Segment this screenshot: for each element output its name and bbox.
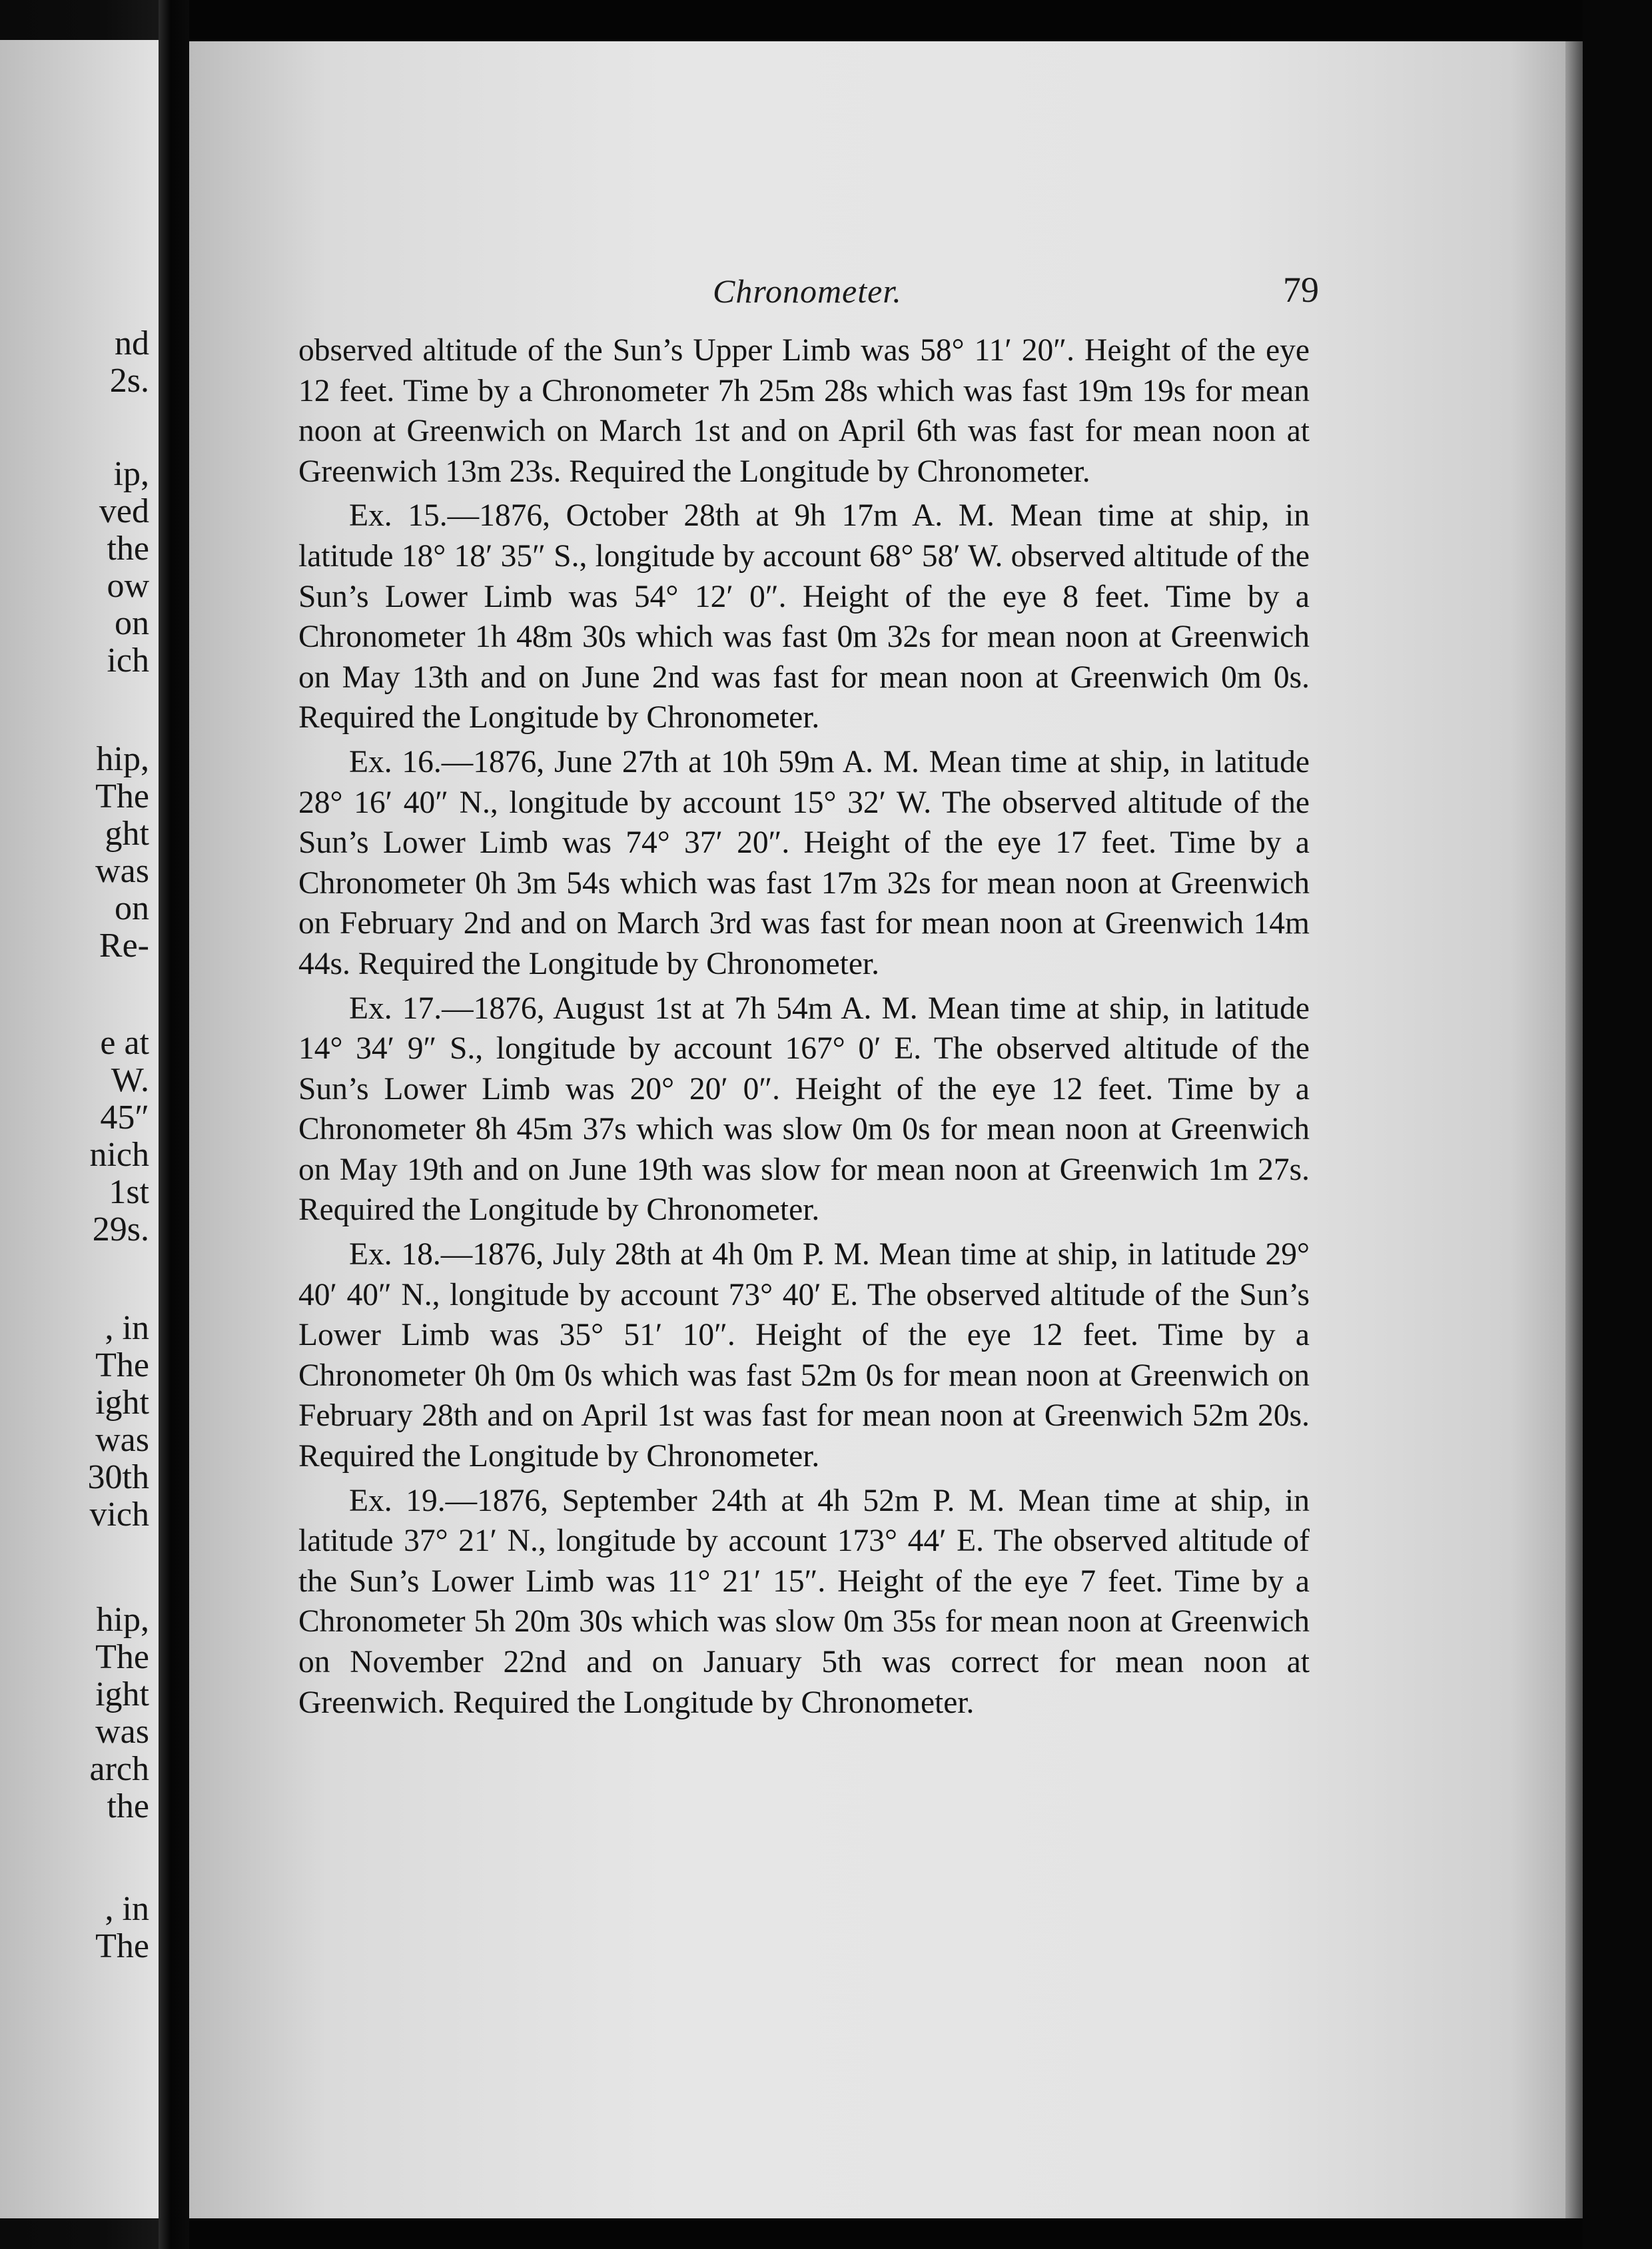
previous-page-fragment: 2s. [109,362,149,400]
exercise-17: Ex. 17.—1876, August 1st at 7h 54m A. M. Mean time at ship, in latitude 14° 34′ 9″ S., longitude by account 167° 0′ E. The observed altitude of the Sun’s Lower Limb was 20° 20′ 0″. Height of the eye 12 feet. Time by a Chronometer 8h 45m 37s which was slow 0m 0s for mean noon at Greenwich on May 19th and on June 19th was slow for mean noon at Greenwich 1m 27s. Required the Longitude by Chronometer. [298,991,1310,1228]
previous-page-fragment: was [95,1713,149,1751]
previous-page-fragment: The [95,1927,149,1965]
previous-page-fragment: ght [105,815,149,853]
exercise-15: Ex. 15.—1876, October 28th at 9h 17m A. M. Mean time at ship, in latitude 18° 18′ 35″ S., longitude by account 68° 58′ W. observed altitude of the Sun’s Lower Limb was 54° 12′ 0″. Height of the eye 8 feet. Time by a Chronometer 1h 48m 30s which was fast 0m 32s for mean noon at Greenwich on May 13th and on June 2nd was fast for mean noon at Greenwich 0m 0s. Required the Longitude by Chronometer. [298,498,1310,735]
previous-page-fragment: 45″ [100,1099,149,1136]
previous-page-fragment: The [95,777,149,815]
previous-page-fragment: arch [89,1750,149,1788]
previous-page-fragment: on [115,604,149,642]
page-number: 79 [1283,270,1319,310]
previous-page-fragment: nd [115,324,149,362]
previous-page-fragment: the [107,530,149,568]
previous-page-fragment: was [95,852,149,890]
previous-page-fragment: The [95,1346,149,1384]
previous-page-fragment: hip, [96,740,149,778]
paragraph-continuation: observed altitude of the Sun’s Upper Limb was 58° 11′ 20″. Height of the eye 12 feet. Time by a Chronometer 7h 25m 28s which was fast 19m 19s for mean noon at Greenwich on March 1st and on April 6th was fast for mean noon at Greenwich 13m 23s. Required the Longitude by Chronometer. [298,333,1310,489]
previous-page-fragment: 1st [109,1173,149,1211]
exercise-18: Ex. 18.—1876, July 28th at 4h 0m P. M. Mean time at ship, in latitude 29° 40′ 40″ N., longitude by account 73° 40′ E. The observed altitude of the Sun’s Lower Limb was 35° 51′ 10″. Height of the eye 12 feet. Time by a Chronometer 0h 0m 0s which was fast 52m 0s for mean noon at Greenwich on February 28th and on April 1st was fast for mean noon at Greenwich 52m 20s. Required the Longitude by Chronometer. [298,1237,1310,1474]
previous-page-fragment: ight [95,1384,149,1422]
exercise-16: Ex. 16.—1876, June 27th at 10h 59m A. M. Mean time at ship, in latitude 28° 16′ 40″ N., longitude by account 15° 32′ W. The observed altitude of the Sun’s Lower Limb was 74° 37′ 20″. Height of the eye 17 feet. Time by a Chronometer 0h 3m 54s which was fast 17m 32s for mean noon at Greenwich on February 2nd and on March 3rd was fast for mean noon at Greenwich 14m 44s. Required the Longitude by Chronometer. [298,744,1310,981]
previous-page-fragment: The [95,1638,149,1676]
page-edge-shadow [1565,41,1583,2218]
previous-page-fragment: Re- [99,927,149,965]
previous-page-fragment: vich [89,1496,149,1534]
previous-page-fragment: e at [100,1024,149,1062]
previous-page-fragment: 29s. [92,1210,149,1248]
previous-page-fragment: 30th [87,1458,149,1496]
previous-page-fragment: ved [99,492,149,530]
previous-page-fragment: hip, [96,1601,149,1639]
previous-page-fragment: ip, [113,455,149,493]
previous-page-fragment: the [107,1787,149,1825]
previous-page-fragment: , in [105,1890,149,1928]
previous-page-margin [0,40,159,2218]
running-head: Chronometer. [713,272,902,310]
previous-page-fragment: nich [89,1136,149,1174]
previous-page-fragment: W. [111,1061,149,1099]
body-text [298,330,1310,1723]
previous-page-fragment: ight [95,1675,149,1713]
previous-page-fragment: was [95,1421,149,1459]
exercise-19: Ex. 19.—1876, September 24th at 4h 52m P. M. Mean time at ship, in latitude 37° 21′ N., longitude by account 173° 44′ E. The observed altitude of the Sun’s Lower Limb was 11° 21′ 15″. Height of the eye 7 feet. Time by a Chronometer 5h 20m 30s which was slow 0m 35s for mean noon at Greenwich on November 22nd and on January 5th was correct for mean noon at Greenwich. Required the Longitude by Chronometer. [298,1483,1310,1720]
previous-page-fragment: ich [107,642,149,679]
previous-page-fragment: on [115,889,149,927]
book-gutter [159,0,189,2249]
previous-page-fragment: , in [105,1309,149,1347]
scan-frame-right [1583,0,1652,2249]
previous-page-fragment: ow [107,567,149,605]
